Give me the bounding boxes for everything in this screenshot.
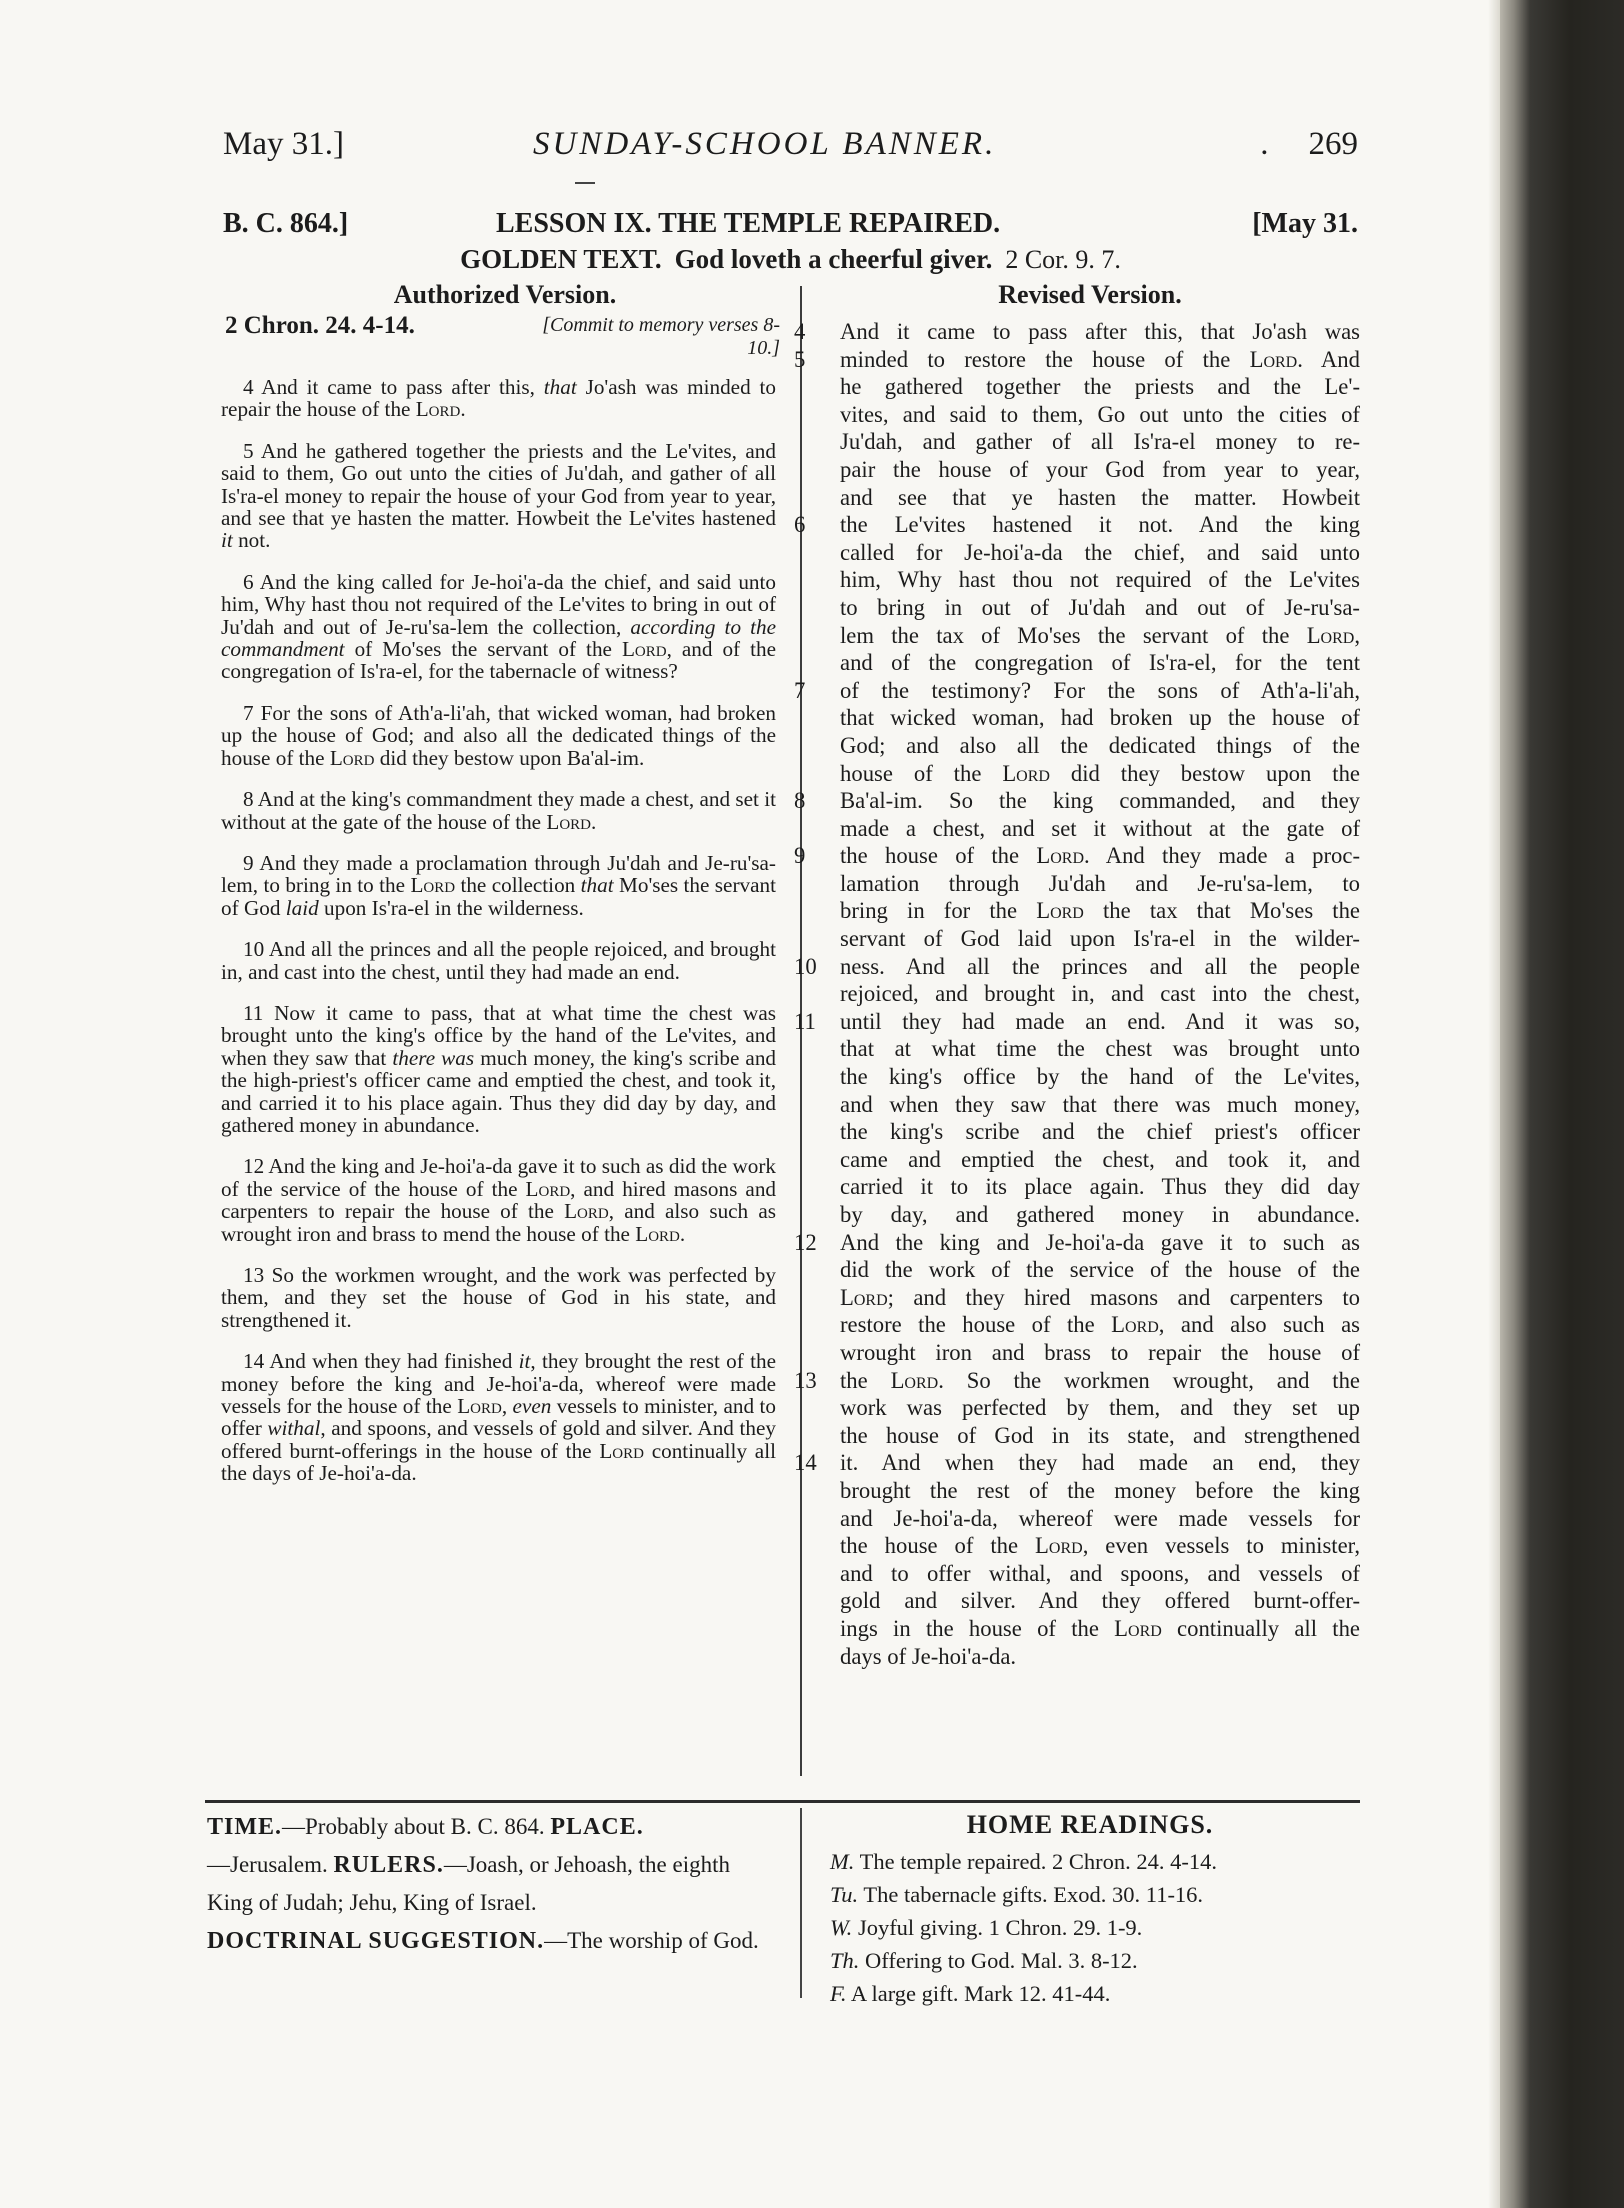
text-run: made a chest, and set it without at the gate of xyxy=(840,815,1360,841)
small-caps-text: Lord xyxy=(621,637,667,662)
verse-number: 11 xyxy=(794,1008,816,1034)
verse-number: 9 xyxy=(794,843,806,869)
verse-number: 8 xyxy=(794,788,806,814)
rv-line xyxy=(840,704,1360,732)
text-run: did the work of the service of the house of the xyxy=(840,1257,1360,1283)
verse-number: 12 xyxy=(794,1229,817,1255)
av-verse xyxy=(221,571,776,683)
header-date: May 31.] xyxy=(223,126,344,162)
verse-number: 13 xyxy=(794,1367,817,1393)
text-run: he gathered together the priests and the Le'- xyxy=(840,374,1360,400)
text-run: work was perfected by them, and they set up xyxy=(840,1395,1360,1421)
rv-line xyxy=(794,1229,1360,1257)
rv-line xyxy=(840,1201,1360,1229)
small-caps-text: Lord xyxy=(840,1284,888,1310)
text-run: and when they saw that there was much money, xyxy=(840,1091,1360,1117)
rv-line xyxy=(840,373,1360,401)
lesson-date: [May 31. xyxy=(1252,208,1358,239)
text-run: by day, and gathered money in abundance. xyxy=(840,1202,1360,1227)
italic-text: it xyxy=(518,1349,531,1374)
text-run: servant of God laid upon Is'ra-el in the wilder- xyxy=(840,926,1360,952)
rv-line xyxy=(840,1035,1360,1063)
verse-number: 6 xyxy=(794,512,806,538)
text-run: did they bestow upon the xyxy=(1049,760,1361,786)
small-caps-text: Lord xyxy=(890,1367,939,1393)
lesson-title: LESSON IX. THE TEMPLE REPAIRED. xyxy=(496,208,1001,239)
text-run: . And they made a proc- xyxy=(1084,843,1361,869)
chron-reference: 2 Chron. 24. 4-14. xyxy=(225,312,415,339)
italic-text: withal xyxy=(267,1416,321,1441)
rv-line xyxy=(840,1146,1360,1174)
text-run: continually all the days of Je-hoi'a-da. xyxy=(221,1438,776,1486)
time-text: —Probably about B. C. 864. xyxy=(282,1814,545,1839)
rv-line xyxy=(840,428,1360,456)
rulers-text: —Joash, or Jehoash, the eighth King of Judah; Jehu, King of Israel. xyxy=(207,1852,731,1915)
rv-line xyxy=(840,760,1360,788)
rv-line xyxy=(840,1560,1360,1588)
rv-line xyxy=(794,318,1360,346)
revised-version-text xyxy=(794,318,1361,1670)
rv-line xyxy=(840,1643,1360,1671)
reading-text: Joyful giving. 1 Chron. 29. 1-9. xyxy=(852,1915,1143,1940)
text-run: and Je-hoi'a-da, whereof were made vessels for xyxy=(840,1505,1360,1531)
text-run: came and emptied the chest, and took it, and xyxy=(840,1146,1360,1172)
text-run: gold and silver. And they offered burnt-offer- xyxy=(840,1588,1360,1614)
reading-day: Tu. xyxy=(830,1882,859,1907)
small-caps-text: Lord xyxy=(1036,898,1084,924)
rv-line xyxy=(840,456,1360,484)
rv-line xyxy=(840,539,1360,567)
text-run: , and also such as wrought iron and brass to mend the house of the xyxy=(221,1199,776,1246)
header-rule xyxy=(575,182,595,184)
italic-text: laid xyxy=(285,895,319,920)
golden-text-label: GOLDEN TEXT. xyxy=(460,244,662,274)
rv-line xyxy=(840,1173,1360,1201)
av-verse xyxy=(221,1350,776,1484)
small-caps-text: Lord xyxy=(546,809,592,834)
text-run: and to offer withal, and spoons, and vessels of xyxy=(840,1560,1360,1586)
text-run: the king's scribe and the chief priest's officer xyxy=(840,1119,1360,1145)
rv-line xyxy=(794,1008,1360,1036)
text-run: and see that ye hasten the matter. Howbeit xyxy=(840,484,1360,510)
rv-line xyxy=(840,622,1360,650)
text-run: wrought iron and brass to repair the house of xyxy=(840,1339,1360,1365)
reading-text: Offering to God. Mal. 3. 8-12. xyxy=(859,1948,1138,1973)
small-caps-text: Lord xyxy=(410,873,456,898)
rv-line xyxy=(794,953,1360,981)
italic-text: according to the commandment xyxy=(221,614,776,662)
text-run: that at what time the chest was brought unto xyxy=(840,1036,1360,1062)
reading-item xyxy=(830,1878,1350,1911)
text-run: . xyxy=(460,397,466,422)
text-run: the king's office by the hand of the Le'vites, xyxy=(840,1064,1360,1090)
bottom-column-divider xyxy=(800,1808,802,1998)
text-run: and of the congregation of Is'ra-el, for the tent xyxy=(840,650,1360,676)
text-run: Ju'dah, and gather of all Is'ra-el money to re- xyxy=(840,429,1360,455)
header-dot: . xyxy=(1260,126,1269,162)
text-run: . xyxy=(591,809,597,834)
text-run: not. xyxy=(232,528,271,553)
text-run: bring in for the xyxy=(840,898,1037,924)
av-verse xyxy=(221,938,776,983)
text-run: . And xyxy=(1297,346,1360,372)
small-caps-text: Lord xyxy=(1035,1533,1083,1559)
rv-line xyxy=(840,1422,1360,1450)
av-verse xyxy=(221,1264,776,1331)
small-caps-text: Lord xyxy=(1002,760,1050,786)
reading-day: F. xyxy=(830,1981,847,2006)
rv-line xyxy=(840,732,1360,760)
text-run: it. And when they had made an end, they xyxy=(840,1450,1360,1476)
italic-text: it xyxy=(221,528,233,553)
scripture-reference xyxy=(225,312,785,372)
text-run: him, Why hast thou not required of the Le'vites xyxy=(840,567,1360,593)
rv-line xyxy=(840,1505,1360,1533)
place-text: —Jerusalem. xyxy=(207,1852,328,1877)
place-label: PLACE. xyxy=(550,1814,644,1840)
reading-item xyxy=(830,1911,1350,1944)
verse-number: 7 xyxy=(794,677,806,703)
text-run: , xyxy=(1354,622,1360,648)
authorized-version-text xyxy=(221,376,776,1504)
text-run: upon Is'ra-el in the wilderness. xyxy=(318,895,584,920)
rv-line xyxy=(840,1311,1360,1339)
verse-number: 10 xyxy=(794,953,817,979)
rv-line xyxy=(840,1091,1360,1119)
text-run: called for Je-hoi'a-da the chief, and said unto xyxy=(840,539,1360,565)
text-run: 11 Now it came to pass, that at what time the chest was brought unto the king's office by the hand of the Le'vites, and when they saw that xyxy=(221,1000,776,1070)
av-verse xyxy=(221,376,776,421)
text-run: vites, and said to them, Go out unto the cities of xyxy=(840,401,1360,427)
text-run: did they bestow upon Ba'al-im. xyxy=(374,745,645,770)
text-run: , even vessels to minister, xyxy=(1082,1533,1360,1559)
rv-line xyxy=(794,842,1361,870)
text-run: that wicked woman, had broken up the house of xyxy=(840,705,1360,731)
page-number xyxy=(1260,126,1358,163)
rv-line xyxy=(794,677,1360,705)
doctrinal-text: —The worship of God. xyxy=(544,1928,759,1953)
rv-line xyxy=(840,1587,1360,1615)
text-run: , and spoons, and vessels of gold and silver. And they offered burnt-offerings in the house of the xyxy=(221,1416,776,1463)
small-caps-text: Lord xyxy=(415,397,461,422)
verse-number: 4 xyxy=(794,319,806,344)
text-run: the tax that Mo'ses the xyxy=(1083,898,1360,924)
text-run: days of Je-hoi'a-da. xyxy=(840,1643,1017,1669)
rv-line xyxy=(840,484,1360,512)
av-verse xyxy=(221,1155,776,1245)
rv-line xyxy=(840,649,1360,677)
rv-line xyxy=(840,815,1360,843)
text-run: much money, the king's scribe and the high-priest's officer came and emptied the chest, and took it, and carried it to his place again. Thus they did day by day, and gathered money in abundance. xyxy=(221,1045,777,1137)
home-readings-list xyxy=(830,1845,1350,2010)
text-run: 14 And when they had finished xyxy=(243,1349,519,1374)
text-run: continually all the xyxy=(1161,1615,1360,1641)
text-run: the house of the xyxy=(840,843,1037,869)
small-caps-text: Lord xyxy=(635,1221,680,1246)
text-run: the house of God in its state, and strengthened xyxy=(840,1422,1360,1448)
reading-item xyxy=(830,1977,1350,2010)
text-run: Mo'ses the servant of God xyxy=(221,873,776,920)
text-run: pair the house of your God from year to year, xyxy=(840,456,1360,482)
text-run: Ba'al-im. So the king commanded, and they xyxy=(840,788,1360,814)
small-caps-text: Lord xyxy=(1249,346,1298,372)
rv-line xyxy=(794,1449,1360,1477)
small-caps-text: Lord xyxy=(564,1199,609,1224)
text-run: minded to restore the house of the xyxy=(840,346,1250,372)
golden-text-reference: 2 Cor. 9. 7. xyxy=(1005,245,1121,274)
text-run: the xyxy=(840,1367,891,1393)
text-run: , they brought the rest of the money before the king and Je-hoi'a-da, whereof were made vessels for the house of the xyxy=(221,1349,776,1419)
rv-line xyxy=(794,1367,1360,1395)
text-run: brought the rest of the money before the king xyxy=(840,1477,1360,1503)
lesson-notes xyxy=(207,1808,772,1960)
doctrinal-label: DOCTRINAL SUGGESTION. xyxy=(207,1928,545,1954)
revised-version-heading: Revised Version. xyxy=(998,280,1182,309)
text-run: lem the tax of Mo'ses the servant of the xyxy=(840,622,1307,648)
text-run: , and hired masons and carpenters to repair the house of the xyxy=(221,1176,777,1224)
rv-line xyxy=(794,787,1360,815)
page-number-value: 269 xyxy=(1308,126,1358,162)
text-run: carried it to its place again. Thus they did day xyxy=(840,1174,1360,1200)
text-run: . xyxy=(679,1221,686,1246)
text-run: 6 And the king called for Je-hoi'a-da the chief, and said unto him, Why hast thou not required of the Le'vites to bring in out of Ju'dah and out of Je-ru'sa-lem the collection, xyxy=(221,569,776,639)
text-run: ness. And all the princes and all the people xyxy=(840,953,1360,979)
small-caps-text: Lord xyxy=(329,745,375,770)
av-verse xyxy=(221,1002,776,1136)
book-spine xyxy=(1500,0,1624,2208)
italic-text: there was xyxy=(392,1045,475,1070)
small-caps-text: Lord xyxy=(599,1438,644,1463)
lesson-heading xyxy=(223,208,1358,248)
small-caps-text: Lord xyxy=(1114,1615,1162,1641)
authorized-version-heading: Authorized Version. xyxy=(393,280,617,309)
text-run: 10 And all the princes and all the people rejoiced, and brought in, and cast into the chest, until they had made an end. xyxy=(221,937,776,984)
italic-text: that xyxy=(580,873,614,898)
text-run: ings in the house of the xyxy=(840,1615,1115,1641)
reading-text: The tabernacle gifts. Exod. 30. 11-16. xyxy=(858,1882,1204,1907)
text-run: And the king and Je-hoi'a-da gave it to such as xyxy=(840,1229,1360,1255)
text-run: restore the house of the xyxy=(840,1312,1112,1338)
av-verse xyxy=(221,440,776,552)
text-run: ; and they hired masons and carpenters to xyxy=(887,1284,1360,1310)
rv-line xyxy=(840,1532,1360,1560)
lesson-year: B. C. 864.] xyxy=(223,208,349,239)
running-header xyxy=(223,126,1358,180)
rv-line xyxy=(840,1615,1360,1643)
text-run: the house of the xyxy=(840,1533,1036,1559)
rv-line xyxy=(840,1477,1360,1505)
rv-line xyxy=(840,594,1360,622)
rv-line xyxy=(840,897,1360,925)
italic-text: that xyxy=(543,375,577,399)
section-rule xyxy=(205,1800,1360,1803)
commit-note: [Commit to memory verses 8-10.] xyxy=(542,314,780,359)
reading-text: The temple repaired. 2 Chron. 24. 4-14. xyxy=(854,1849,1217,1874)
text-run: of the testimony? For the sons of Ath'a-li'ah, xyxy=(840,677,1360,703)
rv-line xyxy=(840,925,1360,953)
rv-line xyxy=(840,1394,1360,1422)
verse-number: 14 xyxy=(794,1450,817,1476)
rv-line xyxy=(840,1284,1360,1312)
text-run: of Mo'ses the servant of the xyxy=(344,637,622,662)
text-run: rejoiced, and brought in, and cast into the chest, xyxy=(840,981,1360,1007)
text-run: Jo'ash was minded to repair the house of the xyxy=(221,375,776,422)
text-run: the collection xyxy=(455,873,581,898)
text-run: 7 For the sons of Ath'a-li'ah, that wicked woman, had broken up the house of God; and also all the dedicated things of the house of the xyxy=(221,700,776,770)
av-verse xyxy=(221,702,776,769)
text-run: house of the xyxy=(840,760,1003,786)
av-verse xyxy=(221,852,776,919)
text-run: 13 So the workmen wrought, and the work was perfected by them, and they set the house of God in his state, and strengthened it. xyxy=(221,1263,776,1332)
text-run: 12 And the king and Je-hoi'a-da gave it to such as did the work of the service of the house of the xyxy=(221,1154,776,1201)
text-run: And it came to pass after this, that Jo'ash was xyxy=(840,319,1360,344)
verse-number: 5 xyxy=(794,346,806,372)
text-run: 4 And it came to pass after this, xyxy=(243,375,544,399)
rulers-label: RULERS. xyxy=(333,1852,444,1878)
reading-item xyxy=(830,1944,1350,1977)
reading-day: M. xyxy=(830,1849,855,1874)
av-verse xyxy=(221,788,776,833)
small-caps-text: Lord xyxy=(1306,622,1355,648)
italic-text: even xyxy=(512,1394,552,1419)
small-caps-text: Lord xyxy=(1036,843,1085,869)
rv-line xyxy=(794,511,1360,539)
text-run: to bring in out of Ju'dah and out of Je-ru'sa- xyxy=(840,594,1360,620)
reading-item xyxy=(830,1845,1350,1878)
rv-line xyxy=(840,1118,1360,1146)
header-title: SUNDAY-SCHOOL BANNER. xyxy=(533,126,997,162)
text-run: , and of the congregation of Is'ra-el, for the tabernacle of witness? xyxy=(221,637,776,684)
rv-line xyxy=(840,1063,1360,1091)
small-caps-text: Lord xyxy=(1111,1312,1159,1338)
rv-line xyxy=(840,401,1360,429)
time-label: TIME. xyxy=(207,1814,283,1840)
reading-day: Th. xyxy=(830,1948,860,1973)
text-run: . So the workmen wrought, and the xyxy=(938,1367,1360,1393)
rv-line xyxy=(840,1339,1360,1367)
rv-line xyxy=(840,980,1360,1008)
reading-text: A large gift. Mark 12. 41-44. xyxy=(846,1981,1111,2006)
reading-day: W. xyxy=(830,1915,853,1940)
rv-line xyxy=(840,1256,1360,1284)
text-run: , and also such as xyxy=(1158,1312,1360,1338)
text-run: 5 And he gathered together the priests and the Le'vites, and said to them, Go out unto the cities of Ju'dah, and gather of all Is'ra-el money to repair the house of your God from year to year, and see that ye hasten the matter. Howbeit the Le'vites hastened xyxy=(221,438,776,531)
text-run: , xyxy=(501,1394,513,1419)
small-caps-text: Lord xyxy=(525,1176,571,1201)
text-run: vessels to minister, and to offer xyxy=(221,1394,776,1441)
text-run: lamation through Ju'dah and Je-ru'sa-lem, to xyxy=(840,870,1360,896)
rv-line xyxy=(840,870,1360,898)
home-readings-title: HOME READINGS. xyxy=(966,1810,1214,1839)
rv-line xyxy=(840,566,1360,594)
golden-text xyxy=(223,244,1358,275)
small-caps-text: Lord xyxy=(457,1394,502,1419)
text-run: the Le'vites hastened it not. And the king xyxy=(840,512,1360,538)
text-run: God; and also all the dedicated things of the xyxy=(840,732,1360,758)
text-run: 9 And they made a proclamation through Ju'dah and Je-ru'sa-lem, to bring in to the xyxy=(221,850,776,898)
text-run: until they had made an end. And it was so, xyxy=(840,1008,1360,1034)
text-run: 8 And at the king's commandment they made a chest, and set it without at the gate of the house of the xyxy=(221,787,776,834)
golden-text-quote: God loveth a cheerful giver. xyxy=(674,244,993,274)
rv-line xyxy=(794,346,1360,374)
